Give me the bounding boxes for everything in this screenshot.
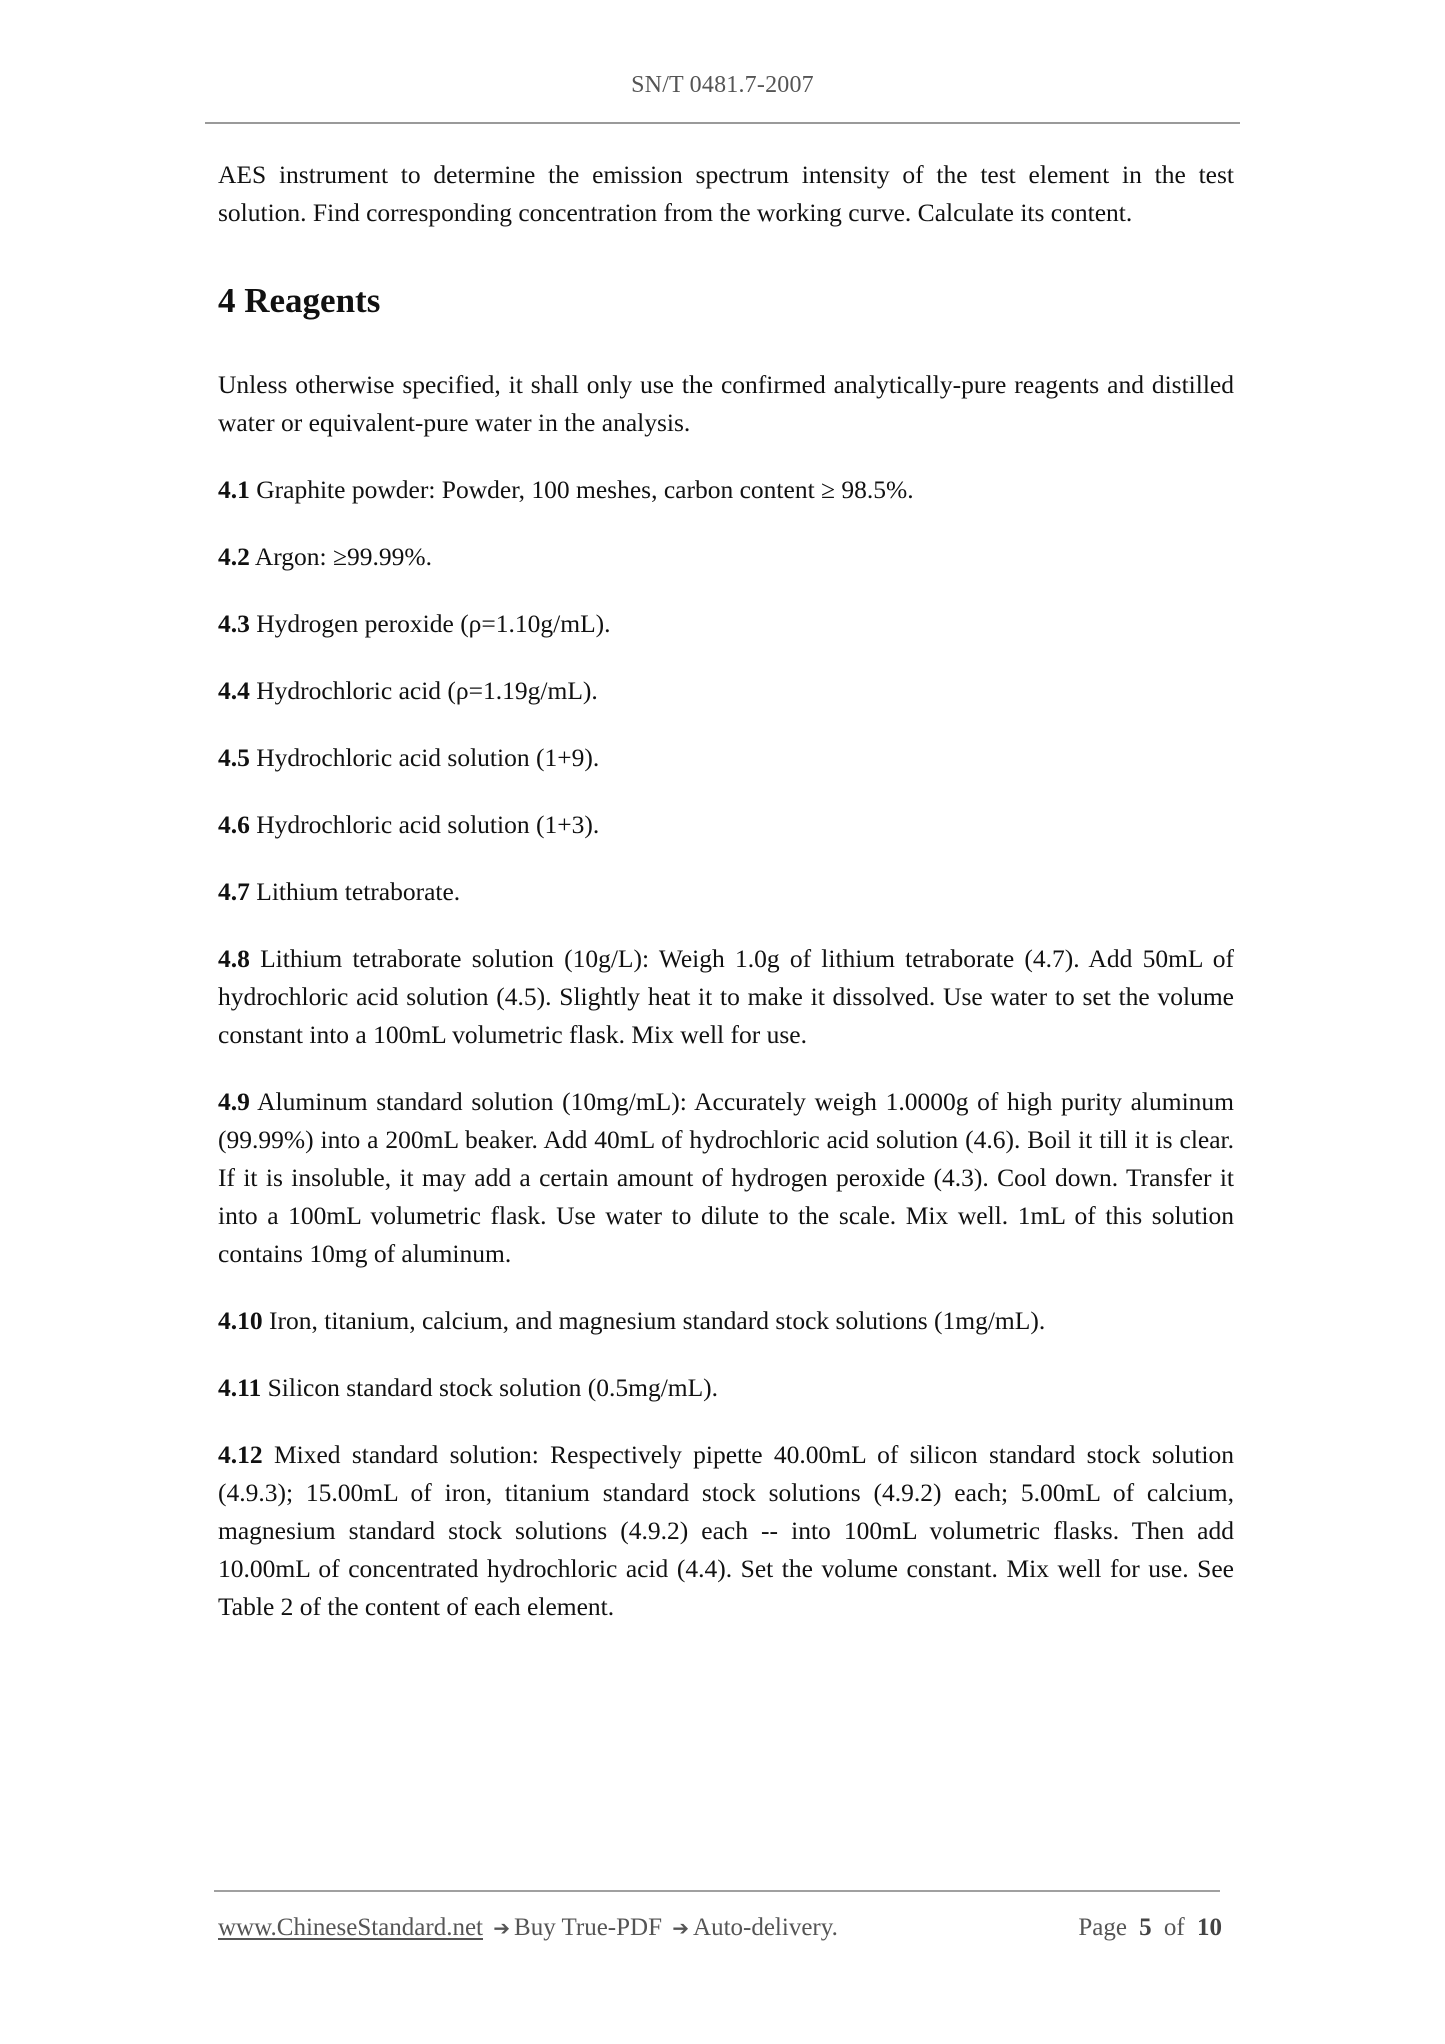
clause-4-4 (218, 672, 1234, 710)
clause-number: 4.6 (218, 810, 250, 839)
clause-4-8 (218, 940, 1234, 1054)
general-requirement-paragraph: Unless otherwise specified, it shall only use the confirmed analytically-pure reagents and distilled water or equivalent-pure water in the analysis. (218, 370, 1234, 437)
intro-paragraph: AES instrument to determine the emission spectrum intensity of the test element in the test solution. Find corresponding concentration from the working curve. Calculate its content. (218, 160, 1234, 227)
header-divider (205, 122, 1240, 124)
clause-number: 4.3 (218, 609, 250, 638)
clause-text: Lithium tetraborate solution (10g/L): Weigh 1.0g of lithium tetraborate (4.7). Add 50mL of hydrochloric acid solution (4.5). Slightly heat it to make it dissolved. Use water to set the volume constant into a 100mL volumetric flask. Mix well for use. (218, 944, 1234, 1049)
clause-4-3 (218, 605, 1234, 643)
clause-number: 4.8 (218, 944, 250, 973)
clause-text: Hydrochloric acid solution (1+3). (249, 810, 600, 839)
clause-text: Mixed standard solution: Respectively pipette 40.00mL of silicon standard stock solution (4.9.3); 15.00mL of iron, titanium standard stock solutions (4.9.2) each; 5.00mL of calcium, magnesium standard stock solutions (4.9.2) each -- into 100mL volumetric flasks. Then add 10.00mL of concentrated hydrochloric acid (4.4). Set the volume constant. Mix well for use. See Table 2 of the content of each element. (218, 1440, 1234, 1621)
page-content (218, 156, 1234, 1655)
clause-number: 4.10 (218, 1306, 263, 1335)
clause-text: Hydrochloric acid (ρ=1.19g/mL). (249, 676, 598, 705)
current-page: 5 (1139, 1914, 1152, 1941)
footer-divider (214, 1890, 1220, 1892)
footer-step-delivery: Auto-delivery. (693, 1914, 838, 1941)
clause-4-5 (218, 739, 1234, 777)
clause-text: Hydrochloric acid solution (1+9). (249, 743, 600, 772)
clause-number: 4.7 (218, 877, 250, 906)
clause-text: Lithium tetraborate. (249, 877, 461, 906)
website-link[interactable]: www.ChineseStandard.net (218, 1914, 483, 1941)
clause-4-12 (218, 1436, 1234, 1626)
clause-number: 4.9 (218, 1087, 250, 1116)
clause-4-1 (218, 471, 1234, 509)
page-label: Page (1078, 1914, 1127, 1941)
clause-text: Aluminum standard solution (10mg/mL): Accurately weigh 1.0000g of high purity aluminum (99.99%) into a 200mL beaker. Add 40mL of hydrochloric acid solution (4.6). Boil it till it is clear. If it is insoluble, it may add a certain amount of hydrogen peroxide (4.3). Cool down. Transfer it into a 100mL volumetric flask. Use water to dilute to the scale. Mix well. 1mL of this solution contains 10mg of aluminum. (218, 1087, 1234, 1268)
page-of-label: of (1163, 1914, 1185, 1941)
clause-4-9 (218, 1083, 1234, 1273)
clause-text: Silicon standard stock solution (0.5mg/mL). (261, 1373, 719, 1402)
clause-4-10 (218, 1302, 1234, 1340)
clause-text: Iron, titanium, calcium, and magnesium standard stock solutions (1mg/mL). (262, 1306, 1046, 1335)
arrow-right-icon: ➔ (493, 1916, 511, 1940)
footer-promo (218, 1914, 838, 1942)
clause-text: Graphite powder: Powder, 100 meshes, carbon content ≥ 98.5%. (249, 475, 914, 504)
section-heading: 4 Reagents (218, 281, 381, 320)
clause-4-11 (218, 1369, 1234, 1407)
clause-number: 4.4 (218, 676, 250, 705)
clause-text: Hydrogen peroxide (ρ=1.10g/mL). (249, 609, 611, 638)
clause-number: 4.11 (218, 1373, 262, 1402)
clause-4-6 (218, 806, 1234, 844)
page-footer (218, 1914, 1222, 1942)
clause-4-7 (218, 873, 1234, 911)
total-pages: 10 (1197, 1914, 1222, 1941)
clause-4-2 (218, 538, 1234, 576)
page-number (1078, 1914, 1222, 1942)
clause-number: 4.2 (218, 542, 250, 571)
clause-text: Argon: ≥99.99%. (249, 542, 432, 571)
arrow-right-icon: ➔ (672, 1916, 690, 1940)
clause-number: 4.12 (218, 1440, 263, 1469)
footer-step-buy: Buy True-PDF (514, 1914, 662, 1941)
clause-number: 4.1 (218, 475, 250, 504)
document-id-header: SN/T 0481.7-2007 (631, 72, 814, 98)
clause-number: 4.5 (218, 743, 250, 772)
